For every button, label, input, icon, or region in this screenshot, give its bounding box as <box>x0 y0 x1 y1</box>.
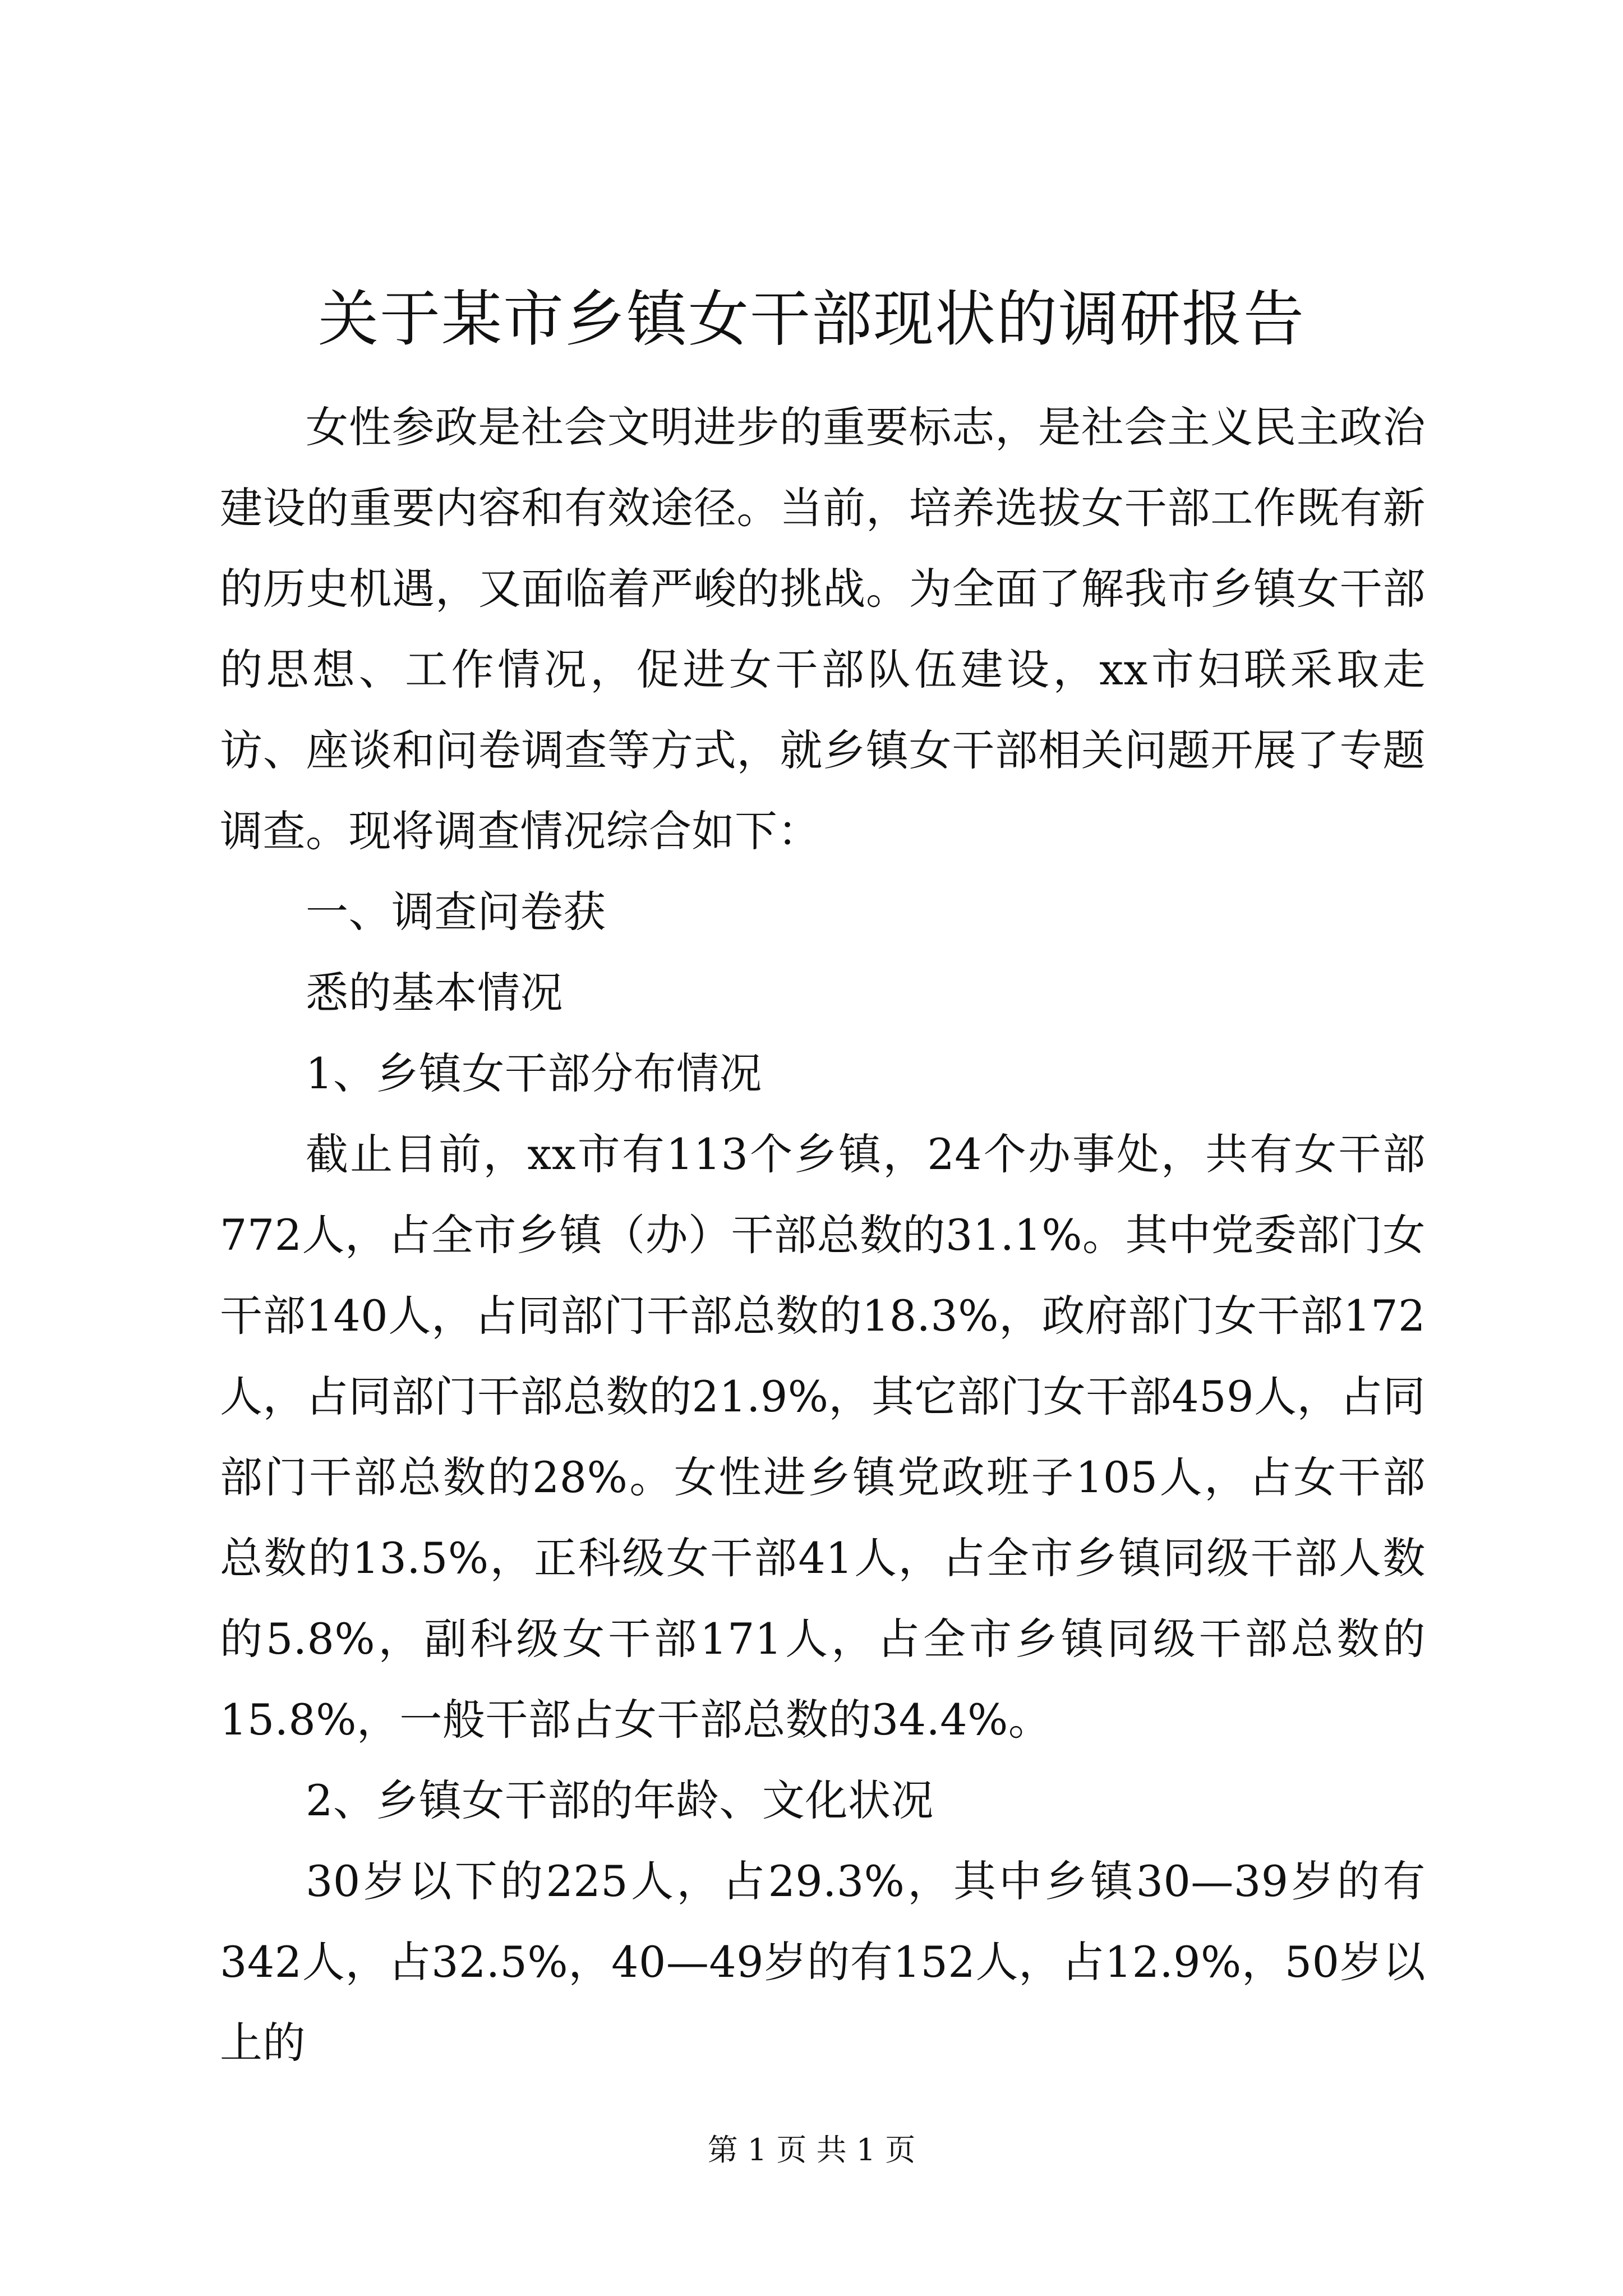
page-footer: 第 1 页 共 1 页 <box>707 2132 916 2168</box>
document-body <box>220 387 1426 2083</box>
section-heading-1: 一、调查问卷获 <box>306 887 606 937</box>
document-title: 关于某市乡镇女干部现状的调研报告 <box>317 284 1305 355</box>
paragraph-intro: 女性参政是社会文明进步的重要标志，是社会主义民主政治建设的重要内容和有效途径。当前，培养选拔女干部工作既有新的历史机遇，又面临着严峻的挑战。为全面了解我市乡镇女干部的思想、工作情况，促进女干部队伍建设，xx市妇联采取走访、座谈和问卷调查等方式，就乡镇女干部相关问题开展了专题调查。现将调查情况综合如下： <box>220 402 1426 856</box>
subsection-heading-distribution: 1、乡镇女干部分布情况 <box>306 1048 762 1098</box>
subsection-heading-age-education: 2、乡镇女干部的年龄、文化状况 <box>306 1775 934 1825</box>
paragraph-age: 30岁以下的225人，占29.3%，其中乡镇30—39岁的有342人，占32.5%，40—49岁的有152人，占12.9%，50岁以上的 <box>220 1856 1426 2068</box>
paragraph-distribution: 截止目前，xx市有113个乡镇，24个办事处，共有女干部772人，占全市乡镇（办）干部总数的31.1%。其中党委部门女干部140人，占同部门干部总数的18.3%，政府部门女干部172人，占同部门干部总数的21.9%，其它部门女干部459人，占同部门干部总数的28%。女性进乡镇党政班子105人，占女干部总数的13.5%，正科级女干部41人，占全市乡镇同级干部人数的5.8%，副科级女干部171人，占全市乡镇同级干部总数的15.8%，一般干部占女干部总数的34.4%。 <box>220 1129 1426 1745</box>
section-heading-1-continued: 悉的基本情况 <box>306 968 563 1018</box>
